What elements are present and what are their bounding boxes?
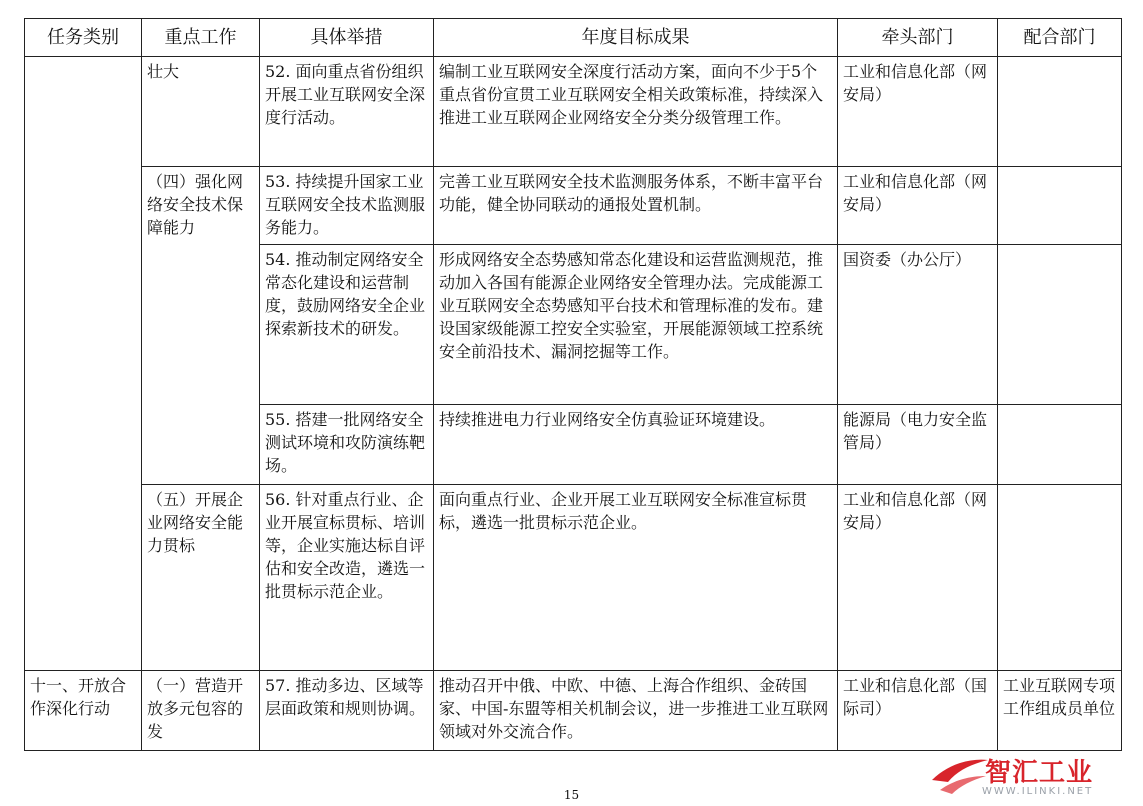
cell-goal: 完善工业互联网安全技术监测服务体系，不断丰富平台功能，健全协同联动的通报处置机制。 (434, 167, 838, 245)
cell-goal: 推动召开中俄、中欧、中德、上海合作组织、金砖国家、中国-东盟等相关机制会议，进一步推进工业互联网领域对外交流合作。 (434, 671, 838, 751)
header-lead-dept: 牵头部门 (838, 19, 998, 57)
cell-key-work: （五）开展企业网络安全能力贯标 (142, 485, 260, 671)
table-header-row (25, 19, 1122, 57)
cell-support (998, 57, 1122, 167)
cell-measure: 56. 针对重点行业、企业开展宣标贯标、培训等，企业实施达标自评估和安全改造，遴选一批贯标示范企业。 (260, 485, 434, 671)
cell-goal: 持续推进电力行业网络安全仿真验证环境建设。 (434, 405, 838, 485)
swoosh-icon (930, 750, 990, 800)
cell-goal: 形成网络安全态势感知常态化建设和运营监测规范，推动加入各国有能源企业网络安全管理办法。完成能源工业互联网安全态势感知平台技术和管理标准的发布。建设国家级能源工控安全实验室，开展能源领域工控系统安全前沿技术、漏洞挖掘等工作。 (434, 245, 838, 405)
cell-support (998, 167, 1122, 245)
cell-goal: 编制工业互联网安全深度行活动方案，面向不少于5个重点省份宣贯工业互联网安全相关政策标准，持续深入推进工业互联网企业网络安全分类分级管理工作。 (434, 57, 838, 167)
watermark-brand: 智汇工业 (985, 758, 1094, 788)
table-row (25, 671, 1122, 751)
header-support-dept: 配合部门 (998, 19, 1122, 57)
watermark-logo (930, 748, 1135, 804)
cell-key-work: 壮大 (142, 57, 260, 167)
cell-key-work: （四）强化网络安全技术保障能力 (142, 167, 260, 485)
header-key-work: 重点工作 (142, 19, 260, 57)
cell-category-empty (25, 57, 142, 671)
cell-support: 工业互联网专项工作组成员单位 (998, 671, 1122, 751)
cell-goal: 面向重点行业、企业开展工业互联网安全标准宣标贯标，遴选一批贯标示范企业。 (434, 485, 838, 671)
cell-support (998, 485, 1122, 671)
table-row (25, 485, 1122, 671)
watermark-url: WWW.ILINKI.NET (982, 786, 1094, 797)
cell-measure: 52. 面向重点省份组织开展工业互联网安全深度行活动。 (260, 57, 434, 167)
cell-key-work: （一）营造开放多元包容的发 (142, 671, 260, 751)
table-row (25, 57, 1122, 167)
cell-measure: 57. 推动多边、区域等层面政策和规则协调。 (260, 671, 434, 751)
cell-lead: 国资委（办公厅） (838, 245, 998, 405)
cell-lead: 工业和信息化部（国际司） (838, 671, 998, 751)
cell-support (998, 245, 1122, 405)
header-measure: 具体举措 (260, 19, 434, 57)
cell-lead: 工业和信息化部（网安局） (838, 57, 998, 167)
page-number: 15 (563, 788, 580, 802)
cell-support (998, 405, 1122, 485)
cell-lead: 工业和信息化部（网安局） (838, 485, 998, 671)
cell-lead: 工业和信息化部（网安局） (838, 167, 998, 245)
work-plan-table (24, 18, 1122, 751)
cell-category: 十一、开放合作深化行动 (25, 671, 142, 751)
cell-measure: 53. 持续提升国家工业互联网安全技术监测服务能力。 (260, 167, 434, 245)
cell-measure: 54. 推动制定网络安全常态化建设和运营制度，鼓励网络安全企业探索新技术的研发。 (260, 245, 434, 405)
cell-measure: 55. 搭建一批网络安全测试环境和攻防演练靶场。 (260, 405, 434, 485)
cell-lead: 能源局（电力安全监管局） (838, 405, 998, 485)
header-category: 任务类别 (25, 19, 142, 57)
table-row (25, 167, 1122, 245)
header-annual-goal: 年度目标成果 (434, 19, 838, 57)
